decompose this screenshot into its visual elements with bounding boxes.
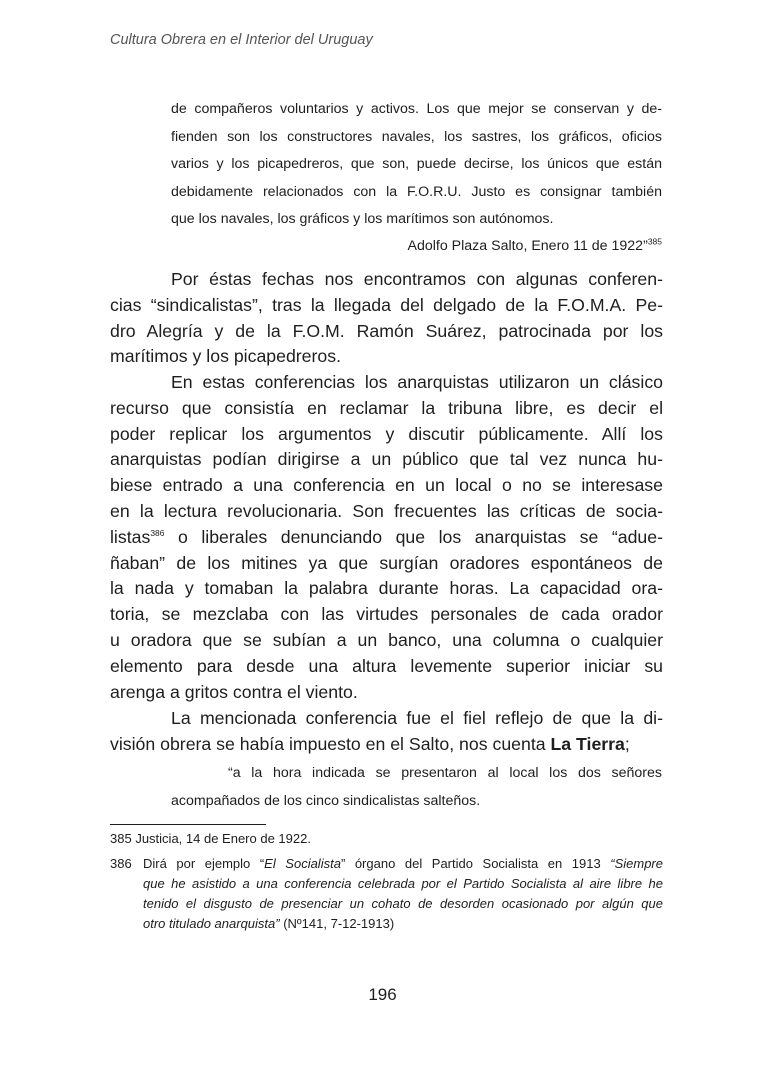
paragraph-2 <box>110 370 663 705</box>
footnote-line <box>143 914 663 934</box>
text-segment: Dirá por ejemplo “ <box>143 856 265 871</box>
text-line: Por éstas fechas nos encontramos con algunas conferen- <box>171 269 663 289</box>
block-quote <box>171 96 662 234</box>
text-line: en la lectura revolucionaria. Son frecuentes las críticas de socia- <box>110 500 663 521</box>
quote-line: fienden son los constructores navales, los sastres, los gráficos, oficios <box>171 128 662 145</box>
quote-line: acompañados de los cinco sindicalistas salteños. <box>171 792 481 809</box>
text-line: recurso que consistía en reclamar la tribuna libre, es decir el <box>110 397 663 418</box>
paragraph-1 <box>110 267 663 370</box>
text-line: biese entrado a una conferencia en un local o no se interesase <box>110 475 663 496</box>
footnote-text <box>143 854 663 934</box>
block-quote-2 <box>171 760 662 815</box>
quote-segment: tenido el disgusto de presenciar un cohato de desorden ocasionado por algún que <box>143 896 663 911</box>
running-header: Cultura Obrera en el Interior del Uruguay <box>110 32 373 48</box>
quote-segment: que he asistido a una conferencia celebrada por el Partido Socialista al aire libre he <box>143 876 663 891</box>
text-segment: listas <box>110 526 151 547</box>
quote-segment: otro titulado anarquista” <box>143 916 280 931</box>
text-line: la nada y tomaban la palabra durante horas. La capacidad ora- <box>110 578 663 599</box>
text-line: arenga a gritos contra el viento. <box>110 681 358 702</box>
footnote-number: 386 <box>110 856 132 871</box>
footnote-text: Justicia, 14 de Enero de 1922. <box>135 831 311 846</box>
text-line <box>110 525 663 551</box>
newspaper-title: La Tierra <box>550 733 625 754</box>
quote-segment: “Siempre <box>610 856 663 871</box>
quote-line: varios y los picapedreros, que son, puede decirse, los únicos que están <box>171 156 662 173</box>
text-line <box>110 732 663 758</box>
footnote-line <box>143 854 663 874</box>
text-line: cias “sindicalistas”, tras la llegada del delgado de la F.O.M.A. Pe- <box>110 294 663 315</box>
page-number: 196 <box>368 985 397 1004</box>
quote-line: de compañeros voluntarios y activos. Los que mejor se conservan y de- <box>171 101 662 117</box>
footnote-line <box>143 874 663 894</box>
text-segment: (Nº141, 7-12-1913) <box>279 916 395 931</box>
paragraph-3 <box>110 706 663 758</box>
footnote-ref-385: 385 <box>647 236 662 247</box>
text-line: marítimos y los picapedreros. <box>110 346 341 367</box>
quote-attribution <box>408 238 663 254</box>
text-line: La mencionada conferencia fue el fiel reflejo de que la di- <box>171 708 663 728</box>
text-line: u oradora que se subían a un banco, una columna o cualquier <box>110 629 663 650</box>
text-line: toria, se mezclaba con las virtudes personales de cada orador <box>110 604 663 625</box>
text-segment: ” órgano del Partido Socialista en 1913 <box>340 856 611 871</box>
text-segment: o liberales denunciando que los anarquistas se “adue- <box>164 526 663 547</box>
quote-line: que los navales, los gráficos y los marítimos son autónomos. <box>171 211 554 228</box>
text-line: En estas conferencias los anarquistas utilizaron un clásico <box>171 372 663 392</box>
quote-line: debidamente relacionados con la F.O.R.U. Justo es consignar también <box>171 183 662 200</box>
text-segment: ; <box>624 733 630 754</box>
footnote-ref-386: 386 <box>150 527 165 538</box>
footnote-number: 385 <box>110 831 132 846</box>
quote-line: “a la hora indicada se presentaron al local los dos señores <box>228 765 662 781</box>
text-line: anarquistas podían dirigirse a un público que tal vez nunca hu- <box>110 449 663 470</box>
attribution-text: Adolfo Plaza Salto, Enero 11 de 1922” <box>407 238 648 254</box>
text-line: dro Alegría y de la F.O.M. Ramón Suárez, patrocinada por los <box>110 320 663 341</box>
footnote-385 <box>110 829 663 849</box>
footnote-divider <box>110 824 266 825</box>
footnote-386 <box>110 854 663 934</box>
text-line: poder replicar los argumentos y discutir públicamente. Allí los <box>110 423 663 444</box>
footnote-line <box>143 894 663 914</box>
publication-title: El Socialista <box>264 856 341 871</box>
text-segment: visión obrera se había impuesto en el Salto, nos cuenta <box>110 733 551 754</box>
text-line: ñaban” de los mitines ya que surgían oradores espontáneos de <box>110 552 663 573</box>
text-line: elemento para desde una altura levemente superior iniciar su <box>110 655 663 676</box>
